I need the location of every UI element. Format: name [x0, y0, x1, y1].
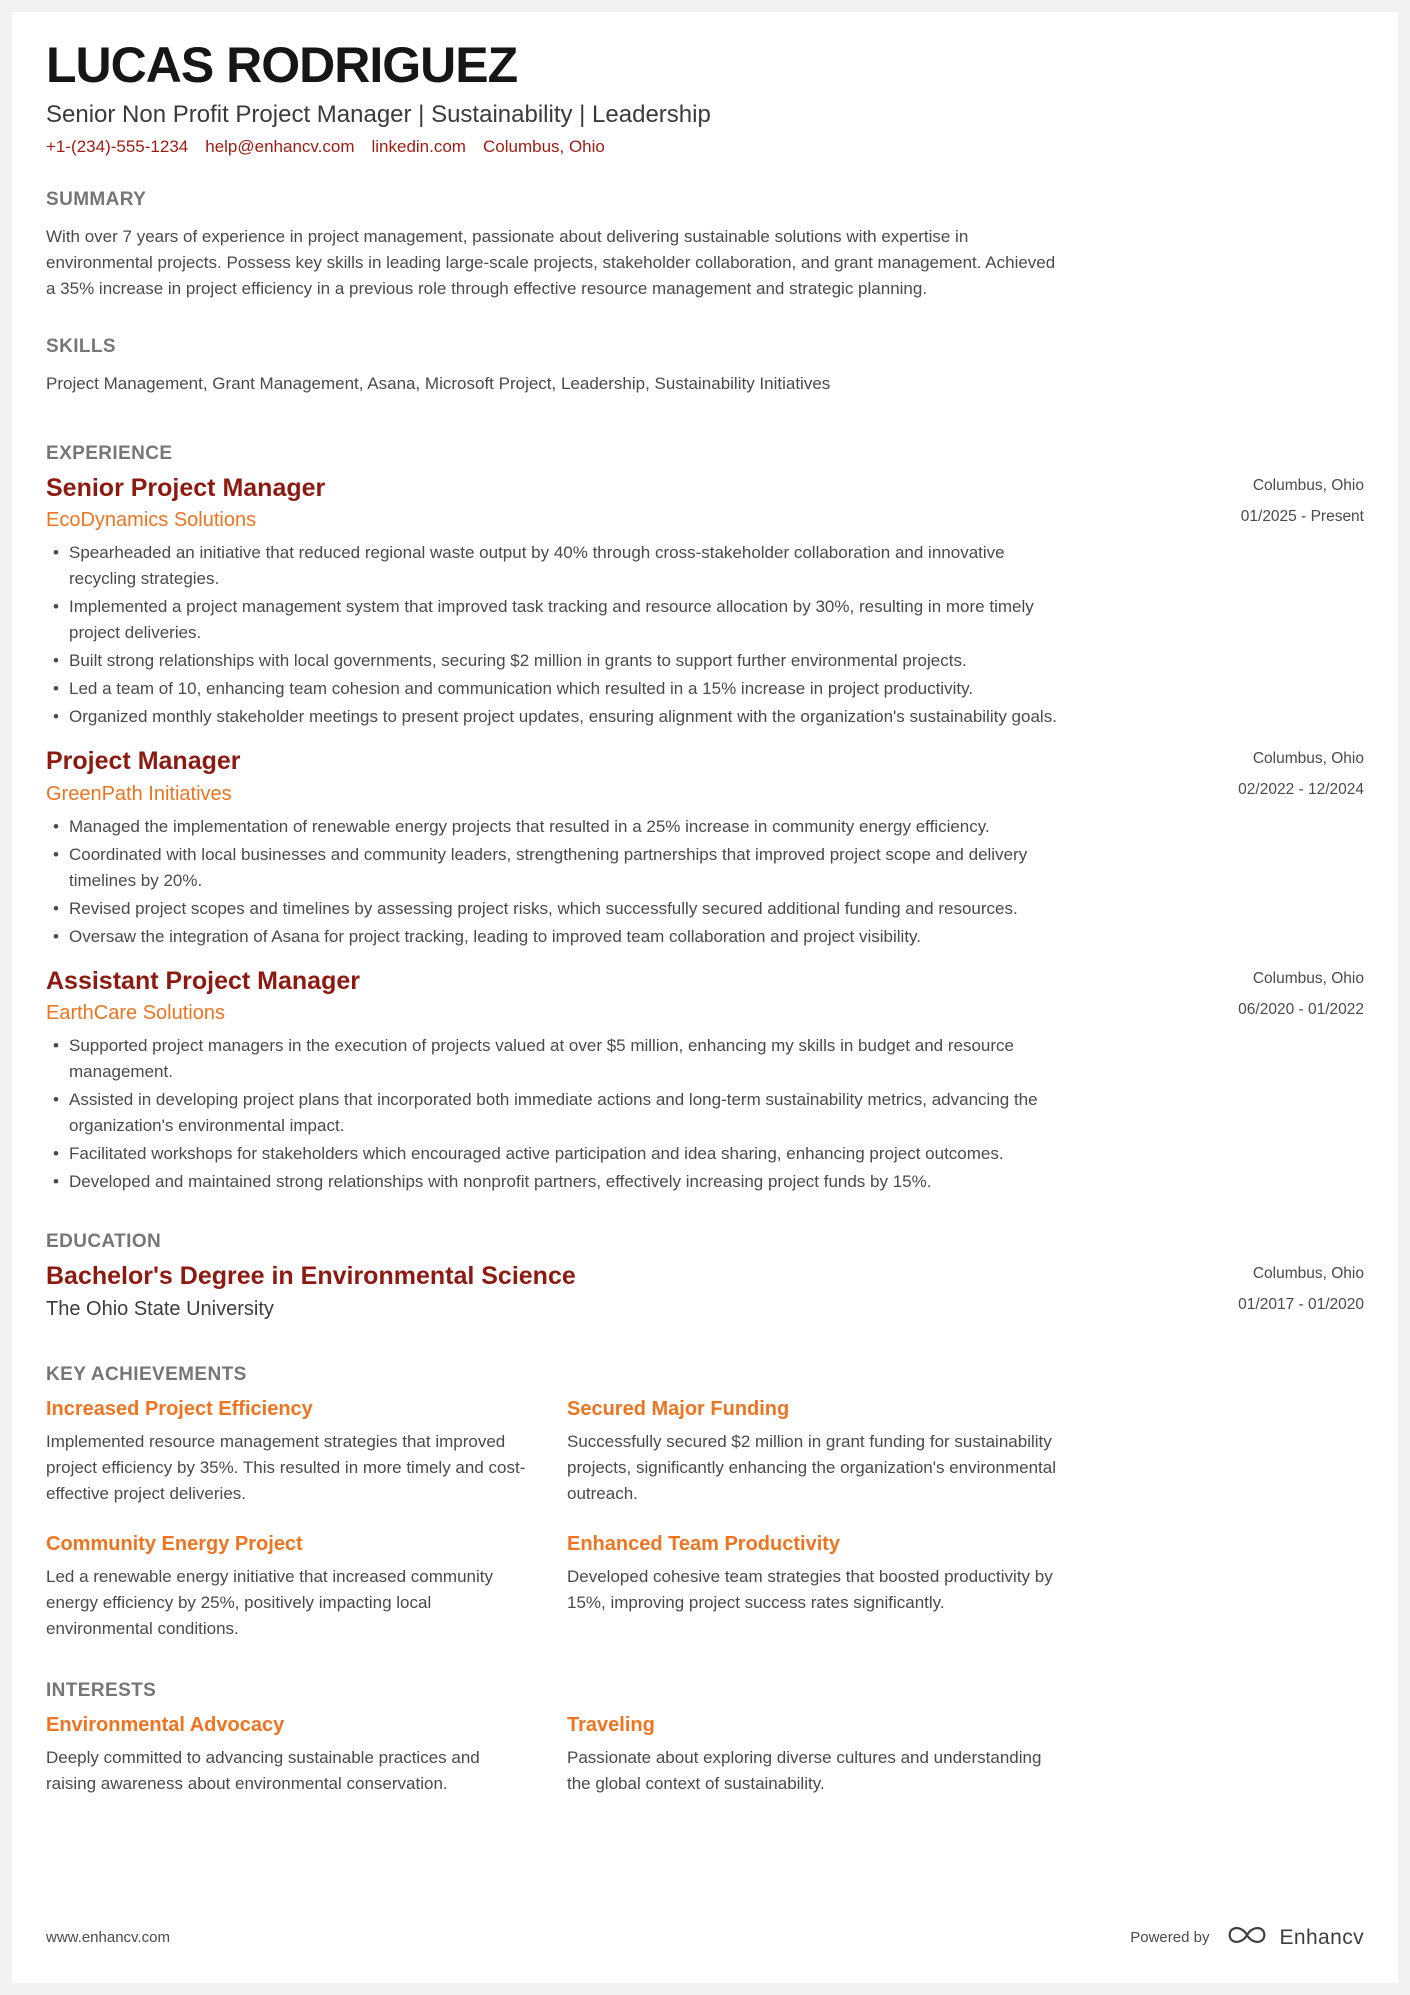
job-meta — [1241, 473, 1364, 526]
job-bullet-list — [46, 814, 1076, 950]
summary-text: With over 7 years of experience in project management, passionate about delivering sustainable solutions with expertise in environmental projects. Possess key skills in leading large-scale projects, stakeholder collaboration, and grant management. Achieved a 35% increase in project efficiency in a previous role through effective resource management and strategic planning. — [46, 227, 1056, 299]
contact-website[interactable]: linkedin.com — [371, 137, 466, 157]
achievement-text: Implemented resource management strategies that improved project efficiency by 35%. This resulted in more timely and cost-effective project deliveries. — [46, 1432, 526, 1504]
achievement-title: Secured Major Funding — [567, 1398, 790, 1421]
education-entry — [46, 1261, 1364, 1322]
page-footer — [46, 1902, 1364, 1953]
job-meta — [1238, 966, 1364, 1019]
job-bullet: • Led a team of 10, enhancing team cohesion and communication which resulted in a 15% increase in project productivity. — [46, 676, 1076, 702]
job-company: EarthCare Solutions — [46, 1001, 225, 1024]
job-title: Assistant Project Manager — [46, 966, 360, 995]
education-dates: 01/2017 - 01/2020 — [1238, 1295, 1364, 1313]
contact-row — [46, 137, 1364, 157]
interest-text: Deeply committed to advancing sustainable practices and raising awareness about environmental conservation. — [46, 1748, 480, 1794]
achievement-item — [567, 1531, 1064, 1642]
section-experience-title: EXPERIENCE — [46, 443, 173, 465]
powered-by-label: Powered by — [1130, 1929, 1210, 1946]
job-meta — [1238, 746, 1364, 799]
contact-phone[interactable]: +1-(234)-555-1234 — [46, 137, 189, 157]
footer-brand — [1130, 1922, 1364, 1953]
contact-email[interactable]: help@enhancv.com — [205, 137, 355, 157]
achievement-text: Successfully secured $2 million in grant funding for sustainability projects, significantly enhancing the organization's environmental outreach. — [567, 1432, 1056, 1504]
job-bullet: • Spearheaded an initiative that reduced regional waste output by 40% through cross-stakeholder collaboration and innovative recycling strategies. — [46, 540, 1076, 592]
experience-entry — [46, 465, 1364, 732]
interest-item — [46, 1712, 526, 1797]
section-education-title: EDUCATION — [46, 1230, 162, 1252]
job-location: Columbus, Ohio — [1252, 969, 1364, 987]
achievement-text: Developed cohesive team strategies that boosted productivity by 15%, improving project success rates significantly. — [567, 1567, 1053, 1613]
job-bullet: • Assisted in developing project plans that incorporated both immediate actions and long-term sustainability metrics, advancing the organization's environmental impact. — [46, 1087, 1076, 1139]
job-company: EcoDynamics Solutions — [46, 509, 257, 532]
job-bullet: • Supported project managers in the execution of projects valued at over $5 million, enhancing my skills in budget and resource management. — [46, 1033, 1076, 1085]
achievement-item — [567, 1396, 1064, 1507]
tagline: Senior Non Profit Project Manager | Sustainability | Leadership — [46, 101, 711, 128]
job-bullet-list — [46, 1033, 1076, 1195]
job-bullet: • Implemented a project management system that improved task tracking and resource allocation by 30%, resulting in more timely project deliveries. — [46, 594, 1076, 646]
school-name: The Ohio State University — [46, 1298, 274, 1321]
achievement-title: Increased Project Efficiency — [46, 1398, 313, 1421]
job-title-block — [46, 746, 241, 806]
job-header — [46, 746, 1364, 806]
job-bullet: • Revised project scopes and timelines by assessing project risks, which successfully secured additional funding and resources. — [46, 896, 1076, 922]
job-title: Senior Project Manager — [46, 474, 326, 503]
degree-title: Bachelor's Degree in Environmental Science — [46, 1261, 576, 1290]
job-location: Columbus, Ohio — [1252, 750, 1364, 768]
skills-text: Project Management, Grant Management, Asana, Microsoft Project, Leadership, Sustainability Initiatives — [46, 374, 831, 394]
achievement-title: Community Energy Project — [46, 1533, 303, 1556]
key-achievements-grid — [46, 1396, 1364, 1642]
job-title: Project Manager — [46, 747, 241, 776]
experience-entry — [46, 732, 1364, 951]
job-title-block — [46, 473, 325, 533]
job-header — [46, 473, 1364, 533]
achievement-text: Led a renewable energy initiative that increased community energy efficiency by 25%, positively impacting local environmental conditions. — [46, 1567, 493, 1639]
page-title: LUCAS RODRIGUEZ — [46, 37, 518, 93]
resume-header — [46, 38, 1364, 157]
job-bullet: • Oversaw the integration of Asana for project tracking, leading to improved team collaboration and project visibility. — [46, 924, 1076, 950]
job-bullet: • Built strong relationships with local governments, securing $2 million in grants to support further environmental projects. — [46, 648, 1076, 674]
contact-location: Columbus, Ohio — [482, 137, 605, 157]
job-title-block — [46, 966, 360, 1026]
interests-grid — [46, 1712, 1364, 1797]
interest-title: Traveling — [567, 1714, 655, 1737]
section-skills-title: SKILLS — [46, 336, 116, 358]
job-bullet: • Organized monthly stakeholder meetings to present project updates, ensuring alignment with the organization's sustainability goals. — [46, 704, 1076, 730]
interest-text: Passionate about exploring diverse cultures and understanding the global context of sustainability. — [567, 1748, 1042, 1794]
section-interests-title: INTERESTS — [46, 1680, 157, 1702]
enhancv-logo-icon[interactable] — [1227, 1922, 1267, 1953]
job-header — [46, 966, 1364, 1026]
achievement-item — [46, 1396, 526, 1507]
job-bullet: • Developed and maintained strong relationships with nonprofit partners, effectively increasing project funds by 15%. — [46, 1169, 1076, 1195]
job-dates: 06/2020 - 01/2022 — [1238, 1000, 1364, 1018]
education-title-block — [46, 1261, 576, 1322]
enhancv-wordmark[interactable]: Enhancv — [1279, 1925, 1364, 1949]
experience-entry — [46, 952, 1364, 1197]
education-location: Columbus, Ohio — [1252, 1264, 1364, 1282]
education-meta — [1238, 1261, 1364, 1314]
job-location: Columbus, Ohio — [1252, 477, 1364, 495]
resume-page — [12, 12, 1398, 1983]
job-company: GreenPath Initiatives — [46, 782, 232, 805]
job-bullet: • Facilitated workshops for stakeholders which encouraged active participation and idea sharing, enhancing project outcomes. — [46, 1141, 1076, 1167]
achievement-title: Enhanced Team Productivity — [567, 1533, 841, 1556]
section-key-achievements-title: KEY ACHIEVEMENTS — [46, 1364, 247, 1386]
job-bullet: • Coordinated with local businesses and community leaders, strengthening partnerships that improved project scope and delivery timelines by 20%. — [46, 842, 1076, 894]
interest-title: Environmental Advocacy — [46, 1714, 285, 1737]
section-summary-title: SUMMARY — [46, 189, 147, 211]
achievement-item — [46, 1531, 526, 1642]
job-dates: 01/2025 - Present — [1240, 508, 1364, 526]
job-bullet-list — [46, 540, 1076, 730]
interest-item — [567, 1712, 1064, 1797]
footer-site-link[interactable]: www.enhancv.com — [46, 1929, 170, 1946]
job-dates: 02/2022 - 12/2024 — [1238, 781, 1364, 799]
job-bullet: • Managed the implementation of renewable energy projects that resulted in a 25% increase in community energy efficiency. — [46, 814, 1076, 840]
